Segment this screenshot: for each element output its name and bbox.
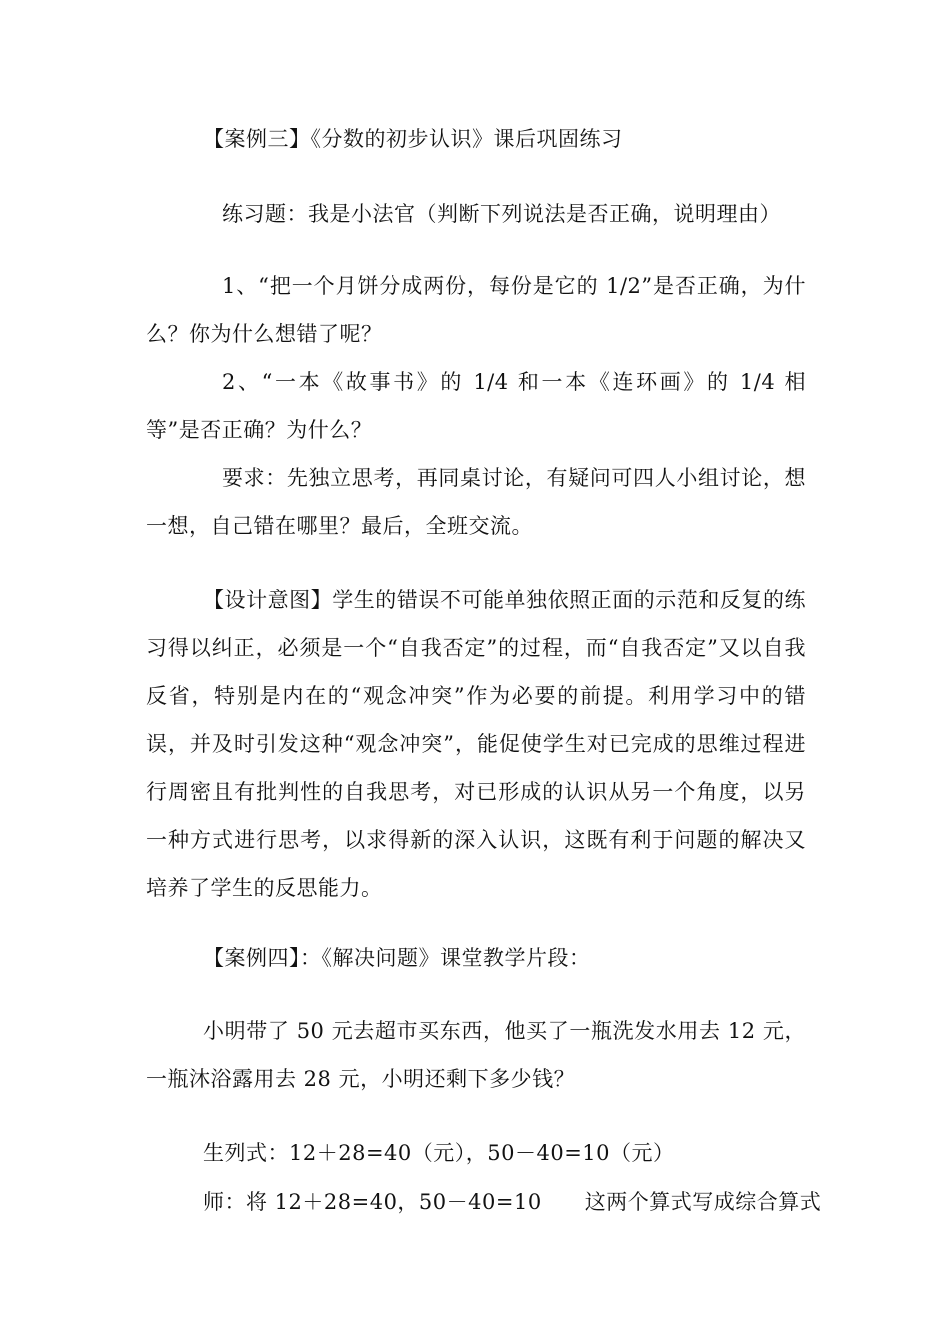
problem-text: 小明带了 50 元去超市买东西，他买了一瓶洗发水用去 12 元，一瓶沐浴露用去 28 元，小明还剩下多少钱？ (146, 1019, 806, 1091)
teacher-instruction-line: 师：将 12＋28=40，50－40=10 这两个算式写成综合算式 (203, 1190, 822, 1214)
design-intent-paragraph: 【设计意图】学生的错误不可能单独依照正面的示范和反复的练习得以纠正，必须是一个“自我否定”的过程，而“自我否定”又以自我反省，特别是内在的“观念冲突”作为必要的前提。利用学习中的错误，并及时引发这种“观念冲突”，能促使学生对已完成的思维过程进行周密且有批判性的自我思考，对已形成的认识从另一个角度，以另一种方式进行思考，以求得新的深入认识，这既有利于问题的解决又培养了学生的反思能力。 (146, 588, 806, 900)
student-equation-line: 生列式：12＋28=40（元），50－40=10（元） (203, 1141, 675, 1165)
question-1: 1、“把一个月饼分成两份，每份是它的 1/2”是否正确，为什么？你为什么想错了呢？ (146, 274, 806, 346)
question-2: 2、“一本《故事书》的 1/4 和一本《连环画》的 1/4 相等”是否正确？为什么？ (146, 370, 806, 442)
requirement-text: 要求：先独立思考，再同桌讨论，有疑问可四人小组讨论，想一想，自己错在哪里？最后，全班交流。 (146, 466, 806, 538)
exercise-heading: 练习题：我是小法官（判断下列说法是否正确，说明理由） (222, 202, 781, 226)
case4-title: 【案例四】：《解决问题》课堂教学片段： (203, 946, 591, 970)
case3-title: 【案例三】《分数的初步认识》课后巩固练习 (203, 127, 623, 151)
